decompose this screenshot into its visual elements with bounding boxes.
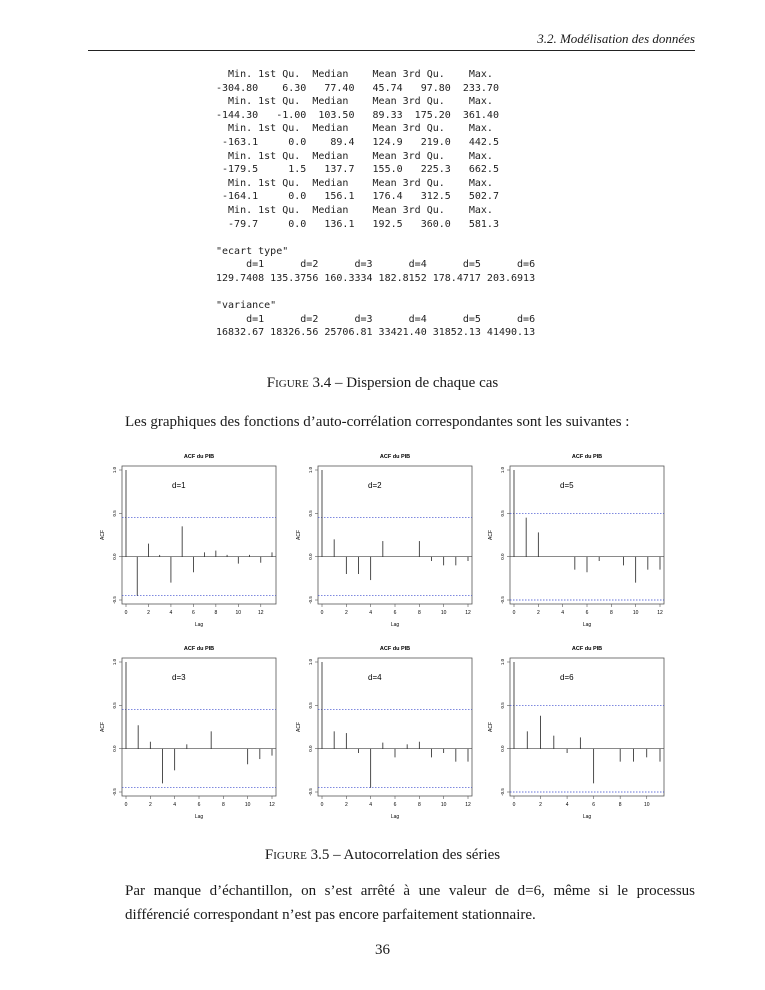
ecart-type-label: "ecart type"	[216, 245, 289, 257]
x-tick-label: 2	[539, 802, 542, 808]
plot-frame	[318, 466, 472, 604]
x-tick-label: 4	[173, 802, 177, 808]
y-axis-label: ACF	[296, 722, 302, 732]
series-annotation: d=2	[368, 481, 382, 490]
y-tick-label: 0.5	[500, 702, 505, 709]
paragraph-conclusion: Par manque d’échantillon, on s’est arrêté à une valeur de d=6, même si le processus différencié correspondant n’est pas encore parfaitement stationnaire.	[125, 883, 695, 923]
r-console-output	[216, 68, 535, 340]
summary-header-5: Min. 1st Qu. Median Mean 3rd Qu. Max.	[216, 177, 493, 189]
plot-frame	[122, 658, 276, 796]
x-tick-label: 4	[561, 610, 565, 616]
x-axis-label: Lag	[194, 622, 204, 628]
chart-title: ACF du PIB	[379, 646, 411, 652]
x-tick-label: 0	[320, 610, 324, 616]
x-tick-label: 8	[214, 610, 218, 616]
acf-plot-3	[484, 446, 676, 631]
figure-caption-text: – Autocorrelation des séries	[329, 847, 501, 863]
summary-header-1: Min. 1st Qu. Median Mean 3rd Qu. Max.	[216, 69, 493, 80]
plot-frame	[510, 658, 664, 796]
summary-values-6: -79.7 0.0 136.1 192.5 360.0 581.3	[216, 218, 499, 230]
y-axis-label: ACF	[488, 530, 494, 540]
x-tick-label: 6	[393, 802, 397, 808]
x-tick-label: 8	[417, 802, 421, 808]
summary-values-3: -163.1 0.0 89.4 124.9 219.0 442.5	[216, 136, 499, 148]
x-tick-label: 4	[565, 802, 569, 808]
variance-values: 16832.67 18326.56 25706.81 33421.40 31852.13 41490.13	[216, 327, 536, 339]
acf-plot-5	[292, 638, 484, 823]
ecart-type-values: 129.7408 135.3756 160.3334 182.8152 178.4717 203.6913	[216, 272, 536, 284]
x-tick-label: 2	[344, 610, 348, 616]
x-axis-label: Lag	[194, 814, 204, 820]
x-tick-label: 2	[147, 610, 150, 616]
x-tick-label: 12	[269, 802, 275, 808]
y-tick-label: 0.5	[112, 510, 117, 517]
variance-header: d=1 d=2 d=3 d=4 d=5 d=6	[216, 313, 536, 325]
summary-header-4: Min. 1st Qu. Median Mean 3rd Qu. Max.	[216, 150, 493, 162]
acf-plot-6	[484, 638, 676, 823]
section-title: 3.2. Modélisation des données	[537, 31, 695, 46]
plot-frame	[122, 466, 276, 604]
x-axis-label: Lag	[582, 814, 592, 820]
chart-title: ACF du PIB	[183, 454, 215, 460]
x-tick-label: 12	[465, 802, 471, 808]
figure-3-4-caption	[0, 375, 765, 392]
variance-label: "variance"	[216, 300, 277, 312]
chart-title: ACF du PIB	[571, 646, 603, 652]
y-tick-label: 0.0	[308, 745, 313, 752]
x-tick-label: 12	[657, 610, 663, 616]
x-tick-label: 12	[257, 610, 264, 616]
x-tick-label: 2	[344, 802, 348, 808]
y-tick-label: -0.5	[112, 788, 117, 796]
x-axis-label: Lag	[390, 814, 400, 820]
x-tick-label: 6	[393, 610, 397, 616]
y-tick-label: 0.0	[308, 553, 313, 560]
summary-header-6: Min. 1st Qu. Median Mean 3rd Qu. Max.	[216, 204, 493, 216]
summary-values-5: -164.1 0.0 156.1 176.4 312.5 502.7	[216, 191, 499, 203]
acf-plot-2	[292, 446, 484, 631]
y-tick-label: -0.5	[308, 788, 313, 796]
x-tick-label: 8	[221, 802, 225, 808]
x-tick-label: 12	[465, 610, 471, 616]
y-tick-label: 1.0	[112, 658, 117, 666]
x-tick-label: 8	[417, 610, 421, 616]
x-tick-label: 2	[536, 610, 540, 616]
acf-plot-4	[96, 638, 288, 823]
y-tick-label: -0.5	[112, 596, 117, 604]
summary-values-4: -179.5 1.5 137.7 155.0 225.3 662.5	[216, 164, 499, 176]
x-tick-label: 0	[124, 610, 128, 616]
running-header	[88, 28, 695, 51]
y-axis-label: ACF	[296, 530, 302, 540]
x-tick-label: 6	[191, 610, 195, 616]
chart-title: ACF du PIB	[183, 646, 215, 652]
x-tick-label: 8	[609, 610, 613, 616]
x-tick-label: 4	[169, 610, 173, 616]
y-tick-label: 1.0	[308, 658, 313, 666]
ecart-type-header: d=1 d=2 d=3 d=4 d=5 d=6	[216, 259, 536, 271]
summary-values-1: -304.80 6.30 77.40 45.74 97.80 233.70	[216, 82, 499, 94]
y-tick-label: 0.5	[308, 702, 313, 709]
x-tick-label: 8	[618, 802, 622, 808]
y-tick-label: -0.5	[500, 788, 505, 796]
figure-3-5-caption	[0, 847, 765, 864]
figure-label: Figure 3.4	[266, 375, 332, 391]
chart-title: ACF du PIB	[571, 454, 603, 460]
x-tick-label: 10	[244, 802, 251, 808]
y-tick-label: -0.5	[308, 596, 313, 604]
x-tick-label: 0	[320, 802, 324, 808]
figure-caption-text: – Dispersion de chaque cas	[331, 375, 499, 391]
series-annotation: d=4	[368, 673, 382, 682]
y-tick-label: 1.0	[112, 466, 117, 474]
figure-label: Figure 3.5	[264, 847, 330, 863]
y-tick-label: 0.0	[112, 745, 117, 752]
x-axis-label: Lag	[390, 622, 400, 628]
x-axis-label: Lag	[582, 622, 592, 628]
y-tick-label: 0.5	[308, 510, 313, 517]
summary-header-3: Min. 1st Qu. Median Mean 3rd Qu. Max.	[216, 123, 493, 135]
y-tick-label: 1.0	[500, 658, 505, 666]
acf-plot-1	[96, 446, 288, 631]
x-tick-label: 6	[585, 610, 589, 616]
x-tick-label: 10	[643, 802, 650, 808]
x-tick-label: 10	[440, 802, 447, 808]
y-axis-label: ACF	[100, 722, 106, 732]
summary-values-2: -144.30 -1.00 103.50 89.33 175.20 361.40	[216, 109, 499, 121]
x-tick-label: 0	[512, 610, 516, 616]
chart-title: ACF du PIB	[379, 454, 411, 460]
plot-frame	[510, 466, 664, 604]
y-tick-label: 0.0	[500, 553, 505, 560]
y-tick-label: 0.5	[112, 702, 117, 709]
x-tick-label: 4	[369, 610, 373, 616]
y-axis-label: ACF	[100, 530, 106, 540]
y-tick-label: 0.0	[112, 553, 117, 560]
series-annotation: d=5	[560, 481, 574, 490]
summary-header-2: Min. 1st Qu. Median Mean 3rd Qu. Max.	[216, 96, 493, 108]
series-annotation: d=3	[172, 673, 186, 682]
x-tick-label: 6	[592, 802, 596, 808]
acf-figure-grid	[96, 446, 676, 830]
series-annotation: d=6	[560, 673, 574, 682]
x-tick-label: 10	[440, 610, 447, 616]
y-tick-label: 1.0	[500, 466, 505, 474]
y-axis-label: ACF	[488, 722, 494, 732]
y-tick-label: 1.0	[308, 466, 313, 474]
plot-frame	[318, 658, 472, 796]
x-tick-label: 0	[512, 802, 516, 808]
x-tick-label: 10	[632, 610, 639, 616]
y-tick-label: 0.5	[500, 510, 505, 517]
y-tick-label: 0.0	[500, 745, 505, 752]
x-tick-label: 4	[369, 802, 373, 808]
series-annotation: d=1	[172, 481, 186, 490]
page-number: 36	[375, 942, 390, 958]
x-tick-label: 2	[148, 802, 152, 808]
y-tick-label: -0.5	[500, 596, 505, 604]
x-tick-label: 10	[235, 610, 242, 616]
paragraph-intro: Les graphiques des fonctions d’auto-corrélation correspondantes sont les suivantes :	[125, 414, 630, 430]
x-tick-label: 6	[197, 802, 201, 808]
x-tick-label: 0	[124, 802, 128, 808]
